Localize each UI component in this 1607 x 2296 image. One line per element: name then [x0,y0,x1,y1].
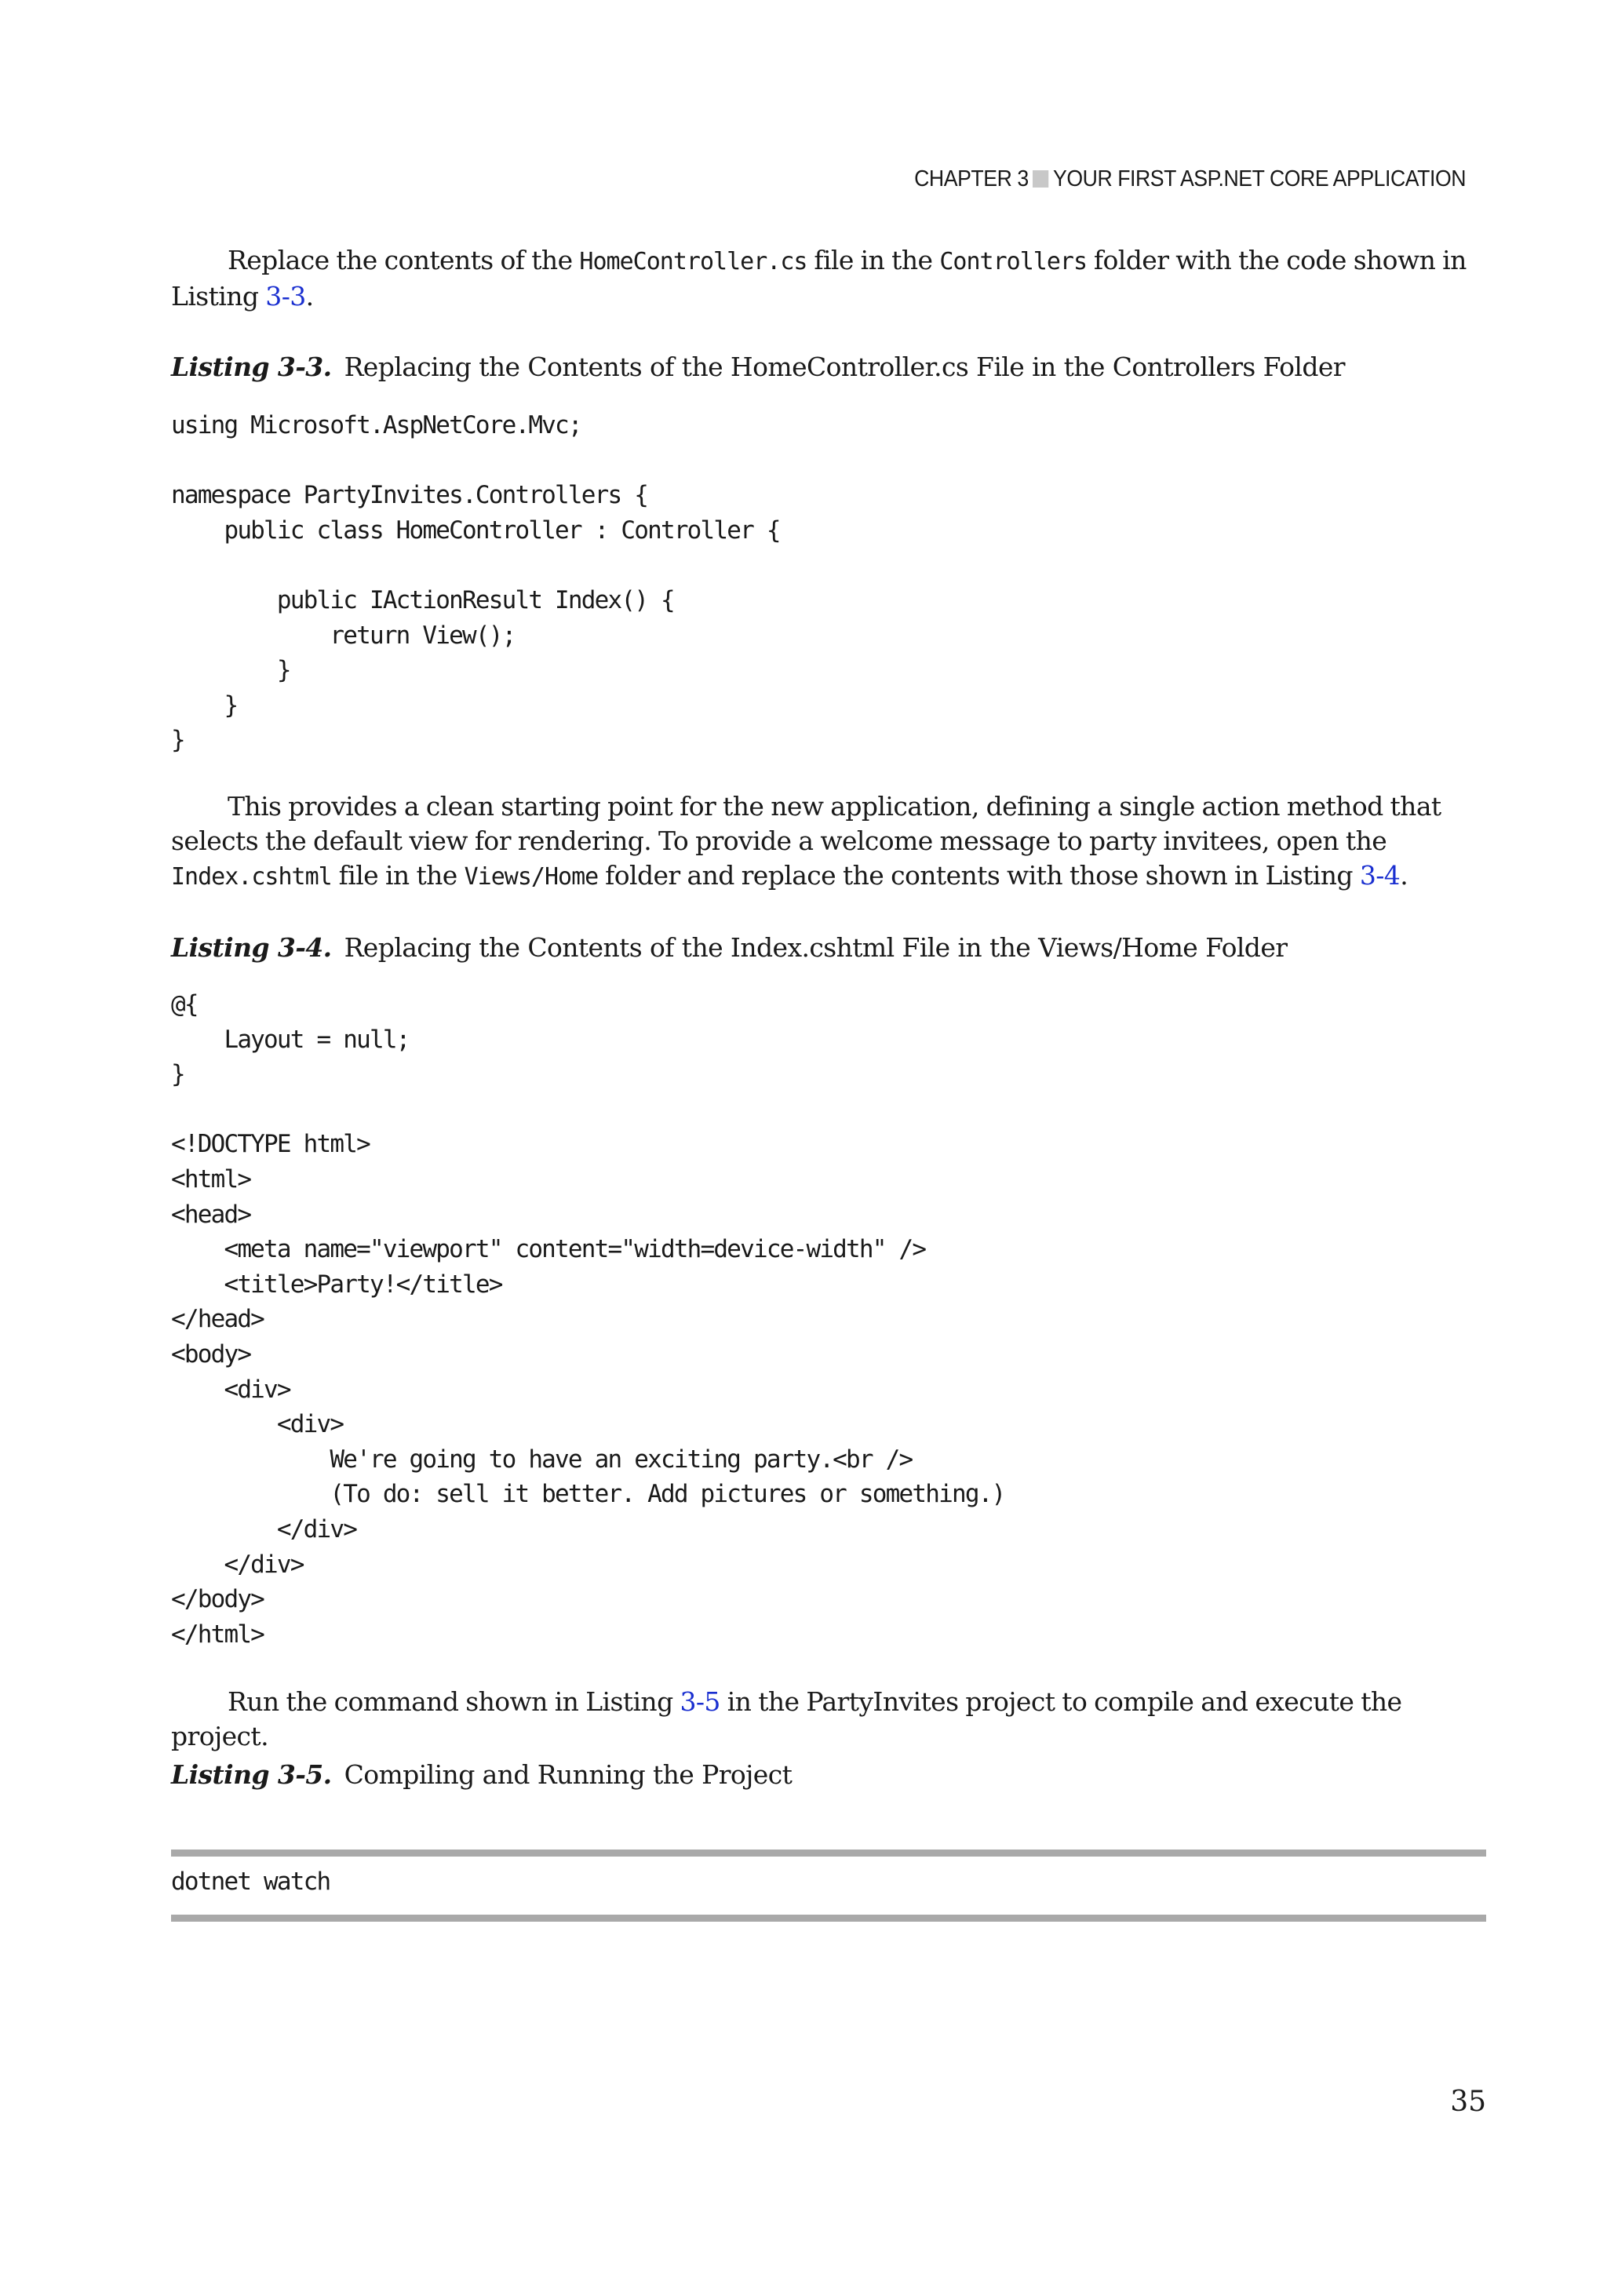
page-number: 35 [1450,2086,1486,2118]
paragraph-text [171,243,1486,314]
listing-link[interactable]: 3-3 [265,281,306,312]
caption-text [171,931,1486,965]
listing-3-3-caption [171,350,1486,384]
running-header [914,166,1466,192]
command-text: dotnet watch [171,1868,330,1896]
paragraph-run-command [171,1685,1486,1754]
text-run: . [305,281,314,312]
command-block-bottom-rule [171,1915,1486,1922]
text-run: Run the command shown in Listing [228,1686,680,1717]
text-run: folder and replace the contents with those shown in Listing [598,860,1360,891]
listing-3-3-code [171,408,1486,758]
text-run: folder with the code shown in Listing [171,245,1467,312]
text-run: . [1400,860,1408,891]
text-run: file in the [331,860,465,891]
listing-link[interactable]: 3-5 [680,1686,720,1717]
listing-title: Replacing the Contents of the HomeController.cs File in the Controllers Folder [344,352,1345,382]
text-run: in the PartyInvites project to compile and execute the project. [171,1686,1402,1751]
inline-code-folder: Controllers [939,248,1088,275]
paragraph-intro [171,243,1486,314]
chapter-title: YOUR FIRST ASP.NET CORE APPLICATION [1052,166,1466,191]
listing-3-5-caption [171,1758,1486,1792]
listing-title: Compiling and Running the Project [344,1759,793,1790]
listing-number: Listing 3-3. [171,352,332,382]
code-block: @{ Layout = null; } <!DOCTYPE html> <html> <head> <meta name="viewport" content="width=device-width" /> <title>Party!</title> </head> <body> <div> <div> We're going to have an exciting party.<br /> (To do: sell it better. Add pictures or something.) </div> </div> </body> </html> [171,990,1005,1649]
text-run: This provides a clean starting point for the new application, defining a single action method that selects the default view for rendering. To provide a welcome message to party invitees, open the [171,791,1441,856]
text-run: Replace the contents of the [228,245,580,275]
listing-number: Listing 3-5. [171,1759,332,1790]
chapter-label: CHAPTER 3 [914,166,1029,191]
caption-text [171,1758,1486,1792]
listing-3-5-code [171,1864,1486,1900]
listing-3-4-code [171,987,1486,1652]
listing-3-4-caption [171,931,1486,965]
command-block-top-rule [171,1850,1486,1857]
header-separator-square [1033,170,1048,188]
listing-title: Replacing the Contents of the Index.cshtml File in the Views/Home Folder [344,932,1288,963]
code-block: using Microsoft.AspNetCore.Mvc; namespace PartyInvites.Controllers { public class HomeController : Controller { public IActionResult Index() { return View(); } } } [171,411,780,755]
paragraph-text [171,789,1486,895]
listing-link[interactable]: 3-4 [1359,860,1401,891]
inline-code-folder: Views/Home [464,863,599,891]
inline-code-filename: Index.cshtml [171,863,332,891]
paragraph-text [171,1685,1486,1754]
caption-text [171,350,1486,384]
inline-code-filename: HomeController.cs [579,248,807,275]
paragraph-explanation [171,789,1486,895]
text-run: file in the [807,245,940,275]
listing-number: Listing 3-4. [171,932,332,963]
